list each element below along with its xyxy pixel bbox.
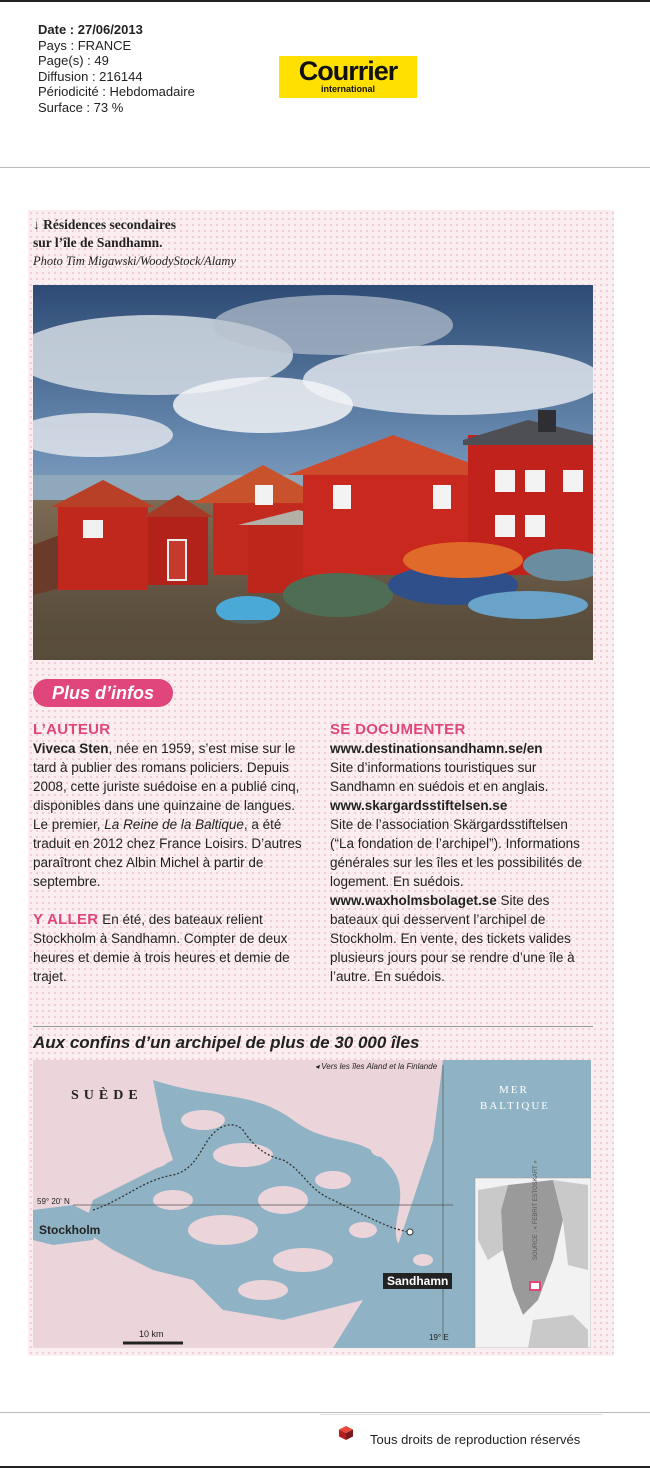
caption-line-2: sur l’île de Sandhamn. — [33, 235, 163, 250]
map-label-baltique: BALTIQUE — [480, 1100, 550, 1112]
aller-paragraph — [33, 910, 318, 986]
url-waxholmsbolaget: www.waxholmsbolaget.se — [330, 893, 497, 908]
auteur-heading: L’AUTEUR — [33, 721, 111, 738]
footer-divider — [0, 1412, 650, 1413]
auteur-text-2a: Le premier, — [33, 817, 105, 832]
auteur-text-1: , née en 1959, s’est mise sur le tard à publier des romans policiers. Depuis 2008, cette juriste suédoise en a publié cinq, disponibles dans une quinzaine de langues. — [33, 741, 300, 813]
header-divider — [0, 167, 650, 168]
plus-infos-badge: Plus d’infos — [33, 679, 173, 707]
aller-text: En été, des bateaux relient Stockholm à Sandhamn. Compter de deux heures et demie à trois heures et demie de trajet. — [33, 912, 290, 984]
map-label-suede: SUÈDE — [71, 1088, 143, 1103]
map-source: SOURCE : « FEBRIT ESTOSKART » — [533, 1160, 539, 1260]
waxholm-paragraph — [330, 891, 595, 986]
documenter-heading: SE DOCUMENTER — [330, 721, 466, 738]
map-label-latitude: 59° 20' N — [37, 1197, 70, 1206]
desc-destinationsandhamn: Site d’informations touristiques sur Sandhamn en suédois et en anglais. — [330, 760, 549, 794]
map-title: Aux confins d’un archipel de plus de 30 000 îles — [33, 1033, 420, 1052]
auteur-paragraph-2 — [33, 815, 318, 891]
aller-heading: Y ALLER — [33, 911, 99, 928]
url-destinationsandhamn: www.destinationsandhamn.se/en — [330, 741, 543, 756]
meta-pages: Page(s) : 49 — [38, 53, 109, 68]
meta-surface: Surface : 73 % — [38, 99, 124, 115]
meta-circulation: Diffusion : 216144 — [38, 68, 143, 84]
caption-line-1: ↓ Résidences secondaires — [33, 217, 176, 232]
copyright-notice: Tous droits de reproduction réservés — [370, 1432, 581, 1447]
map-label-longitude: 19° E — [429, 1333, 449, 1342]
author-name: Viveca Sten — [33, 741, 109, 756]
courrier-international-logo — [279, 56, 417, 98]
desc-waxholmsbolaget: Site des bateaux qui desservent l’archipel de Stockholm. En vente, des tickets valides plusieurs jours pour se rendre d’une île à l’autre. En suédois. — [330, 893, 575, 984]
map-label-sandhamn: Sandhamn — [383, 1273, 452, 1289]
footer-divider-short — [320, 1414, 602, 1415]
right-column — [330, 720, 595, 986]
cube-icon — [338, 1425, 354, 1441]
url-skargardsstiftelsen: www.skargardsstiftelsen.se — [330, 798, 508, 813]
sandhamn-houses-photo — [33, 285, 593, 660]
logo-subword: international — [320, 84, 375, 94]
map-label-stockholm: Stockholm — [39, 1223, 101, 1237]
desc-skargardsstiftelsen: Site de l’association Skärgardsstiftelsen (“La fondation de l’archipel”). Informations générales sur les îles et les possibilités de logement. En suédois. — [330, 817, 583, 889]
map-divider — [33, 1026, 593, 1027]
logo-word: Courrier — [298, 56, 398, 86]
photo-caption — [33, 216, 236, 270]
archipelago-map — [33, 1060, 591, 1348]
auteur-paragraph-1 — [33, 739, 318, 815]
press-metadata — [38, 22, 195, 115]
meta-periodicity: Périodicité : Hebdomadaire — [38, 84, 195, 99]
top-border — [0, 0, 650, 2]
meta-country: Pays : FRANCE — [38, 37, 132, 53]
book-title: La Reine de la Baltique — [104, 817, 244, 832]
meta-date: Date : 27/06/2013 — [38, 22, 143, 37]
left-column — [33, 720, 318, 986]
map-scale-label: 10 km — [139, 1329, 164, 1339]
photo-credit: Photo Tim Migawski/WoodyStock/Alamy — [33, 254, 236, 268]
map-label-direction: ◂ Vers les îles Aland et la Finlande — [315, 1062, 438, 1071]
auteur-text-2b: , a été traduit en 2012 chez France Loisirs. D’autres paraîtront chez Albin Michel à partir de septembre. — [33, 817, 302, 889]
map-label-mer: MER — [499, 1084, 529, 1096]
